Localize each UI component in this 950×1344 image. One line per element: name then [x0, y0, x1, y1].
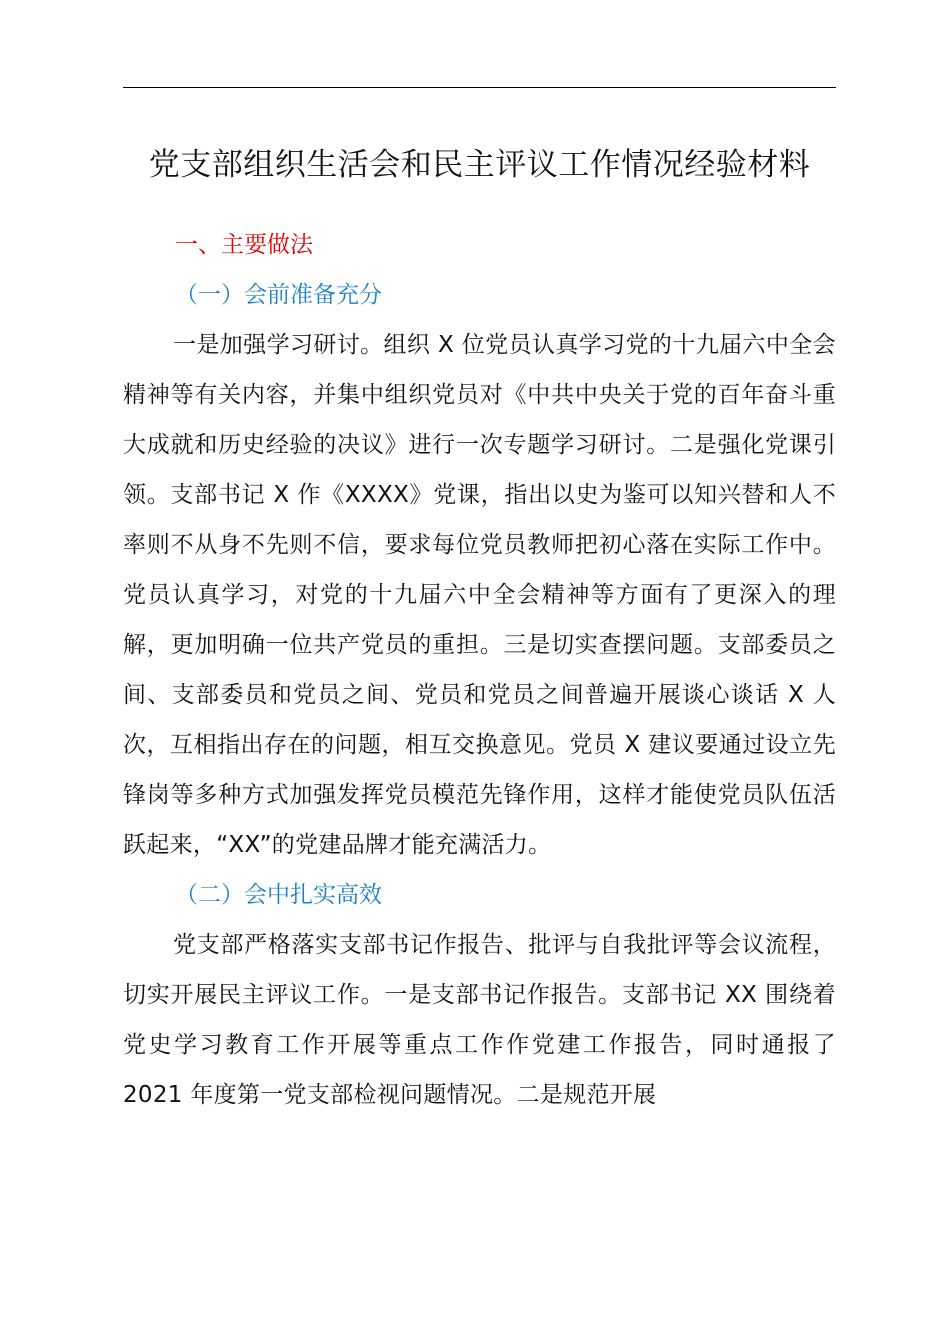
document-title: 党支部组织生活会和民主评议工作情况经验材料 [148, 147, 811, 183]
header-rule [123, 87, 836, 88]
document-page [123, 140, 836, 1120]
subsection-heading-meeting: （二）会中扎实高效 [175, 882, 382, 908]
section-heading-main-practices: 一、主要做法 [175, 232, 313, 258]
paragraph-preparation: 一是加强学习研讨。组织 X 位党员认真学习党的十九届六中全会精神等有关内容，并集中组织党员对《中共中央关于党的百年奋斗重大成就和历史经验的决议》进行一次专题学习研讨。二是强化党课引领。支部书记 X 作《XXXX》党课，指出以史为鉴可以知兴替和人不率则不从身不先则不信，要求每位党员教师把初心落在实际工作中。党员认真学习，对党的十九届六中全会精神等方面有了更深入的理解，更加明确一位共产党员的重担。三是切实查摆问题。支部委员之间、支部委员和党员之间、党员和党员之间普遍开展谈心谈话 X 人次，互相指出存在的问题，相互交换意见。党员 X 建议要通过设立先锋岗等多种方式加强发挥党员模范先锋作用，这样才能使党员队伍活跃起来，“XX”的党建品牌才能充满活力。 [123, 332, 836, 858]
paragraph-meeting: 党支部严格落实支部书记作报告、批评与自我批评等会议流程，切实开展民主评议工作。一是支部书记作报告。支部书记 XX 围绕着党史学习教育工作开展等重点工作作党建工作报告，同时通报了 2021 年度第一党支部检视问题情况。二是规范开展 [123, 932, 837, 1108]
subsection-heading-preparation: （一）会前准备充分 [175, 282, 382, 308]
